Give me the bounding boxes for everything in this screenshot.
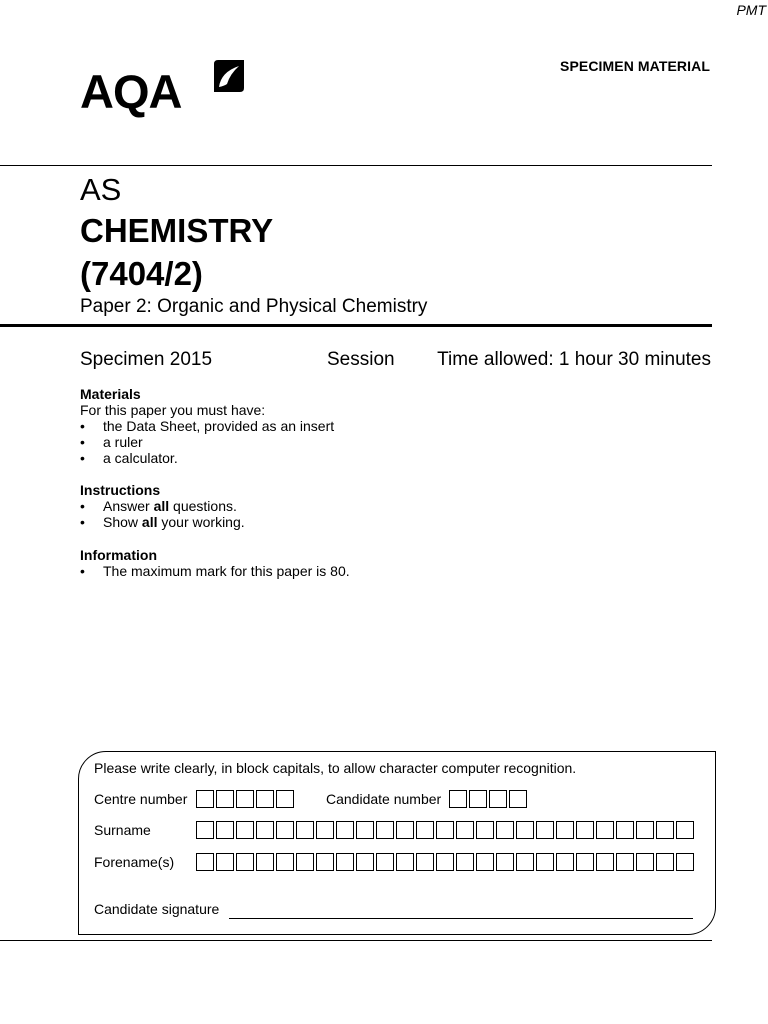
- character-cell[interactable]: [196, 821, 214, 839]
- character-cell[interactable]: [449, 790, 467, 808]
- character-cell[interactable]: [216, 853, 234, 871]
- signature-line[interactable]: [229, 918, 693, 919]
- character-cell[interactable]: [316, 821, 334, 839]
- paper-title: Paper 2: Organic and Physical Chemistry: [80, 296, 428, 317]
- list-item: • the Data Sheet, provided as an insert: [80, 418, 334, 434]
- character-cell[interactable]: [256, 790, 274, 808]
- logo-text: AQA: [80, 65, 182, 118]
- character-cell[interactable]: [456, 821, 474, 839]
- character-cell[interactable]: [509, 790, 527, 808]
- information-section: [80, 547, 350, 579]
- character-cell[interactable]: [396, 853, 414, 871]
- centre-number-label: Centre number: [94, 791, 188, 807]
- character-cell[interactable]: [536, 853, 554, 871]
- character-cell[interactable]: [276, 821, 294, 839]
- character-cell[interactable]: [596, 821, 614, 839]
- instructions-section: [80, 482, 245, 530]
- character-cell[interactable]: [496, 853, 514, 871]
- character-cell[interactable]: [636, 821, 654, 839]
- forename-field[interactable]: [196, 853, 696, 871]
- character-cell[interactable]: [216, 821, 234, 839]
- instructions-heading: Instructions: [80, 482, 161, 498]
- character-cell[interactable]: [236, 853, 254, 871]
- character-cell[interactable]: [536, 821, 554, 839]
- character-cell[interactable]: [276, 790, 294, 808]
- character-cell[interactable]: [256, 821, 274, 839]
- materials-intro: For this paper you must have:: [80, 402, 266, 418]
- list-item: • a ruler: [80, 434, 334, 450]
- character-cell[interactable]: [676, 853, 694, 871]
- materials-heading: Materials: [80, 386, 141, 402]
- character-cell[interactable]: [416, 853, 434, 871]
- character-cell[interactable]: [469, 790, 487, 808]
- list-item: • Show all your working.: [80, 514, 245, 530]
- character-cell[interactable]: [396, 821, 414, 839]
- character-cell[interactable]: [236, 821, 254, 839]
- character-cell[interactable]: [556, 821, 574, 839]
- surname-field[interactable]: [196, 821, 696, 839]
- character-cell[interactable]: [296, 853, 314, 871]
- bottom-divider: [0, 940, 712, 941]
- character-cell[interactable]: [416, 821, 434, 839]
- character-cell[interactable]: [576, 853, 594, 871]
- time-allowed: Time allowed: 1 hour 30 minutes: [437, 349, 711, 370]
- character-cell[interactable]: [656, 821, 674, 839]
- aqa-logo: [80, 58, 250, 118]
- character-cell[interactable]: [436, 853, 454, 871]
- character-cell[interactable]: [316, 853, 334, 871]
- character-cell[interactable]: [276, 853, 294, 871]
- box-instruction: Please write clearly, in block capitals, to allow character computer recognition.: [94, 760, 577, 776]
- character-cell[interactable]: [556, 853, 574, 871]
- title-divider: [0, 324, 712, 327]
- character-cell[interactable]: [196, 853, 214, 871]
- character-cell[interactable]: [456, 853, 474, 871]
- aqa-mark-icon: [210, 58, 246, 94]
- specimen-label: SPECIMEN MATERIAL: [560, 58, 710, 74]
- character-cell[interactable]: [196, 790, 214, 808]
- character-cell[interactable]: [256, 853, 274, 871]
- character-cell[interactable]: [336, 853, 354, 871]
- character-cell[interactable]: [676, 821, 694, 839]
- character-cell[interactable]: [356, 853, 374, 871]
- character-cell[interactable]: [636, 853, 654, 871]
- character-cell[interactable]: [616, 853, 634, 871]
- character-cell[interactable]: [516, 853, 534, 871]
- information-heading: Information: [80, 547, 157, 563]
- list-item: • Answer all questions.: [80, 498, 245, 514]
- forename-label: Forename(s): [94, 854, 175, 870]
- signature-label: Candidate signature: [94, 901, 220, 917]
- character-cell[interactable]: [376, 853, 394, 871]
- surname-label: Surname: [94, 822, 151, 838]
- candidate-number-field[interactable]: [449, 790, 529, 808]
- top-divider: [0, 165, 712, 166]
- character-cell[interactable]: [516, 821, 534, 839]
- list-item: • The maximum mark for this paper is 80.: [80, 563, 350, 579]
- character-cell[interactable]: [336, 821, 354, 839]
- character-cell[interactable]: [476, 821, 494, 839]
- subject-title: CHEMISTRY: [80, 212, 274, 249]
- character-cell[interactable]: [356, 821, 374, 839]
- character-cell[interactable]: [656, 853, 674, 871]
- list-item: • a calculator.: [80, 450, 334, 466]
- candidate-number-label: Candidate number: [326, 791, 442, 807]
- character-cell[interactable]: [596, 853, 614, 871]
- specimen-year: Specimen 2015: [80, 349, 213, 370]
- qualification-level: AS: [80, 172, 122, 207]
- character-cell[interactable]: [436, 821, 454, 839]
- character-cell[interactable]: [476, 853, 494, 871]
- centre-number-field[interactable]: [196, 790, 296, 808]
- character-cell[interactable]: [616, 821, 634, 839]
- character-cell[interactable]: [376, 821, 394, 839]
- character-cell[interactable]: [496, 821, 514, 839]
- corner-tag: PMT: [736, 2, 766, 18]
- character-cell[interactable]: [576, 821, 594, 839]
- paper-code: (7404/2): [80, 255, 203, 292]
- character-cell[interactable]: [489, 790, 507, 808]
- character-cell[interactable]: [236, 790, 254, 808]
- character-cell[interactable]: [296, 821, 314, 839]
- materials-section: [80, 386, 334, 466]
- session-label: Session: [327, 349, 395, 370]
- character-cell[interactable]: [216, 790, 234, 808]
